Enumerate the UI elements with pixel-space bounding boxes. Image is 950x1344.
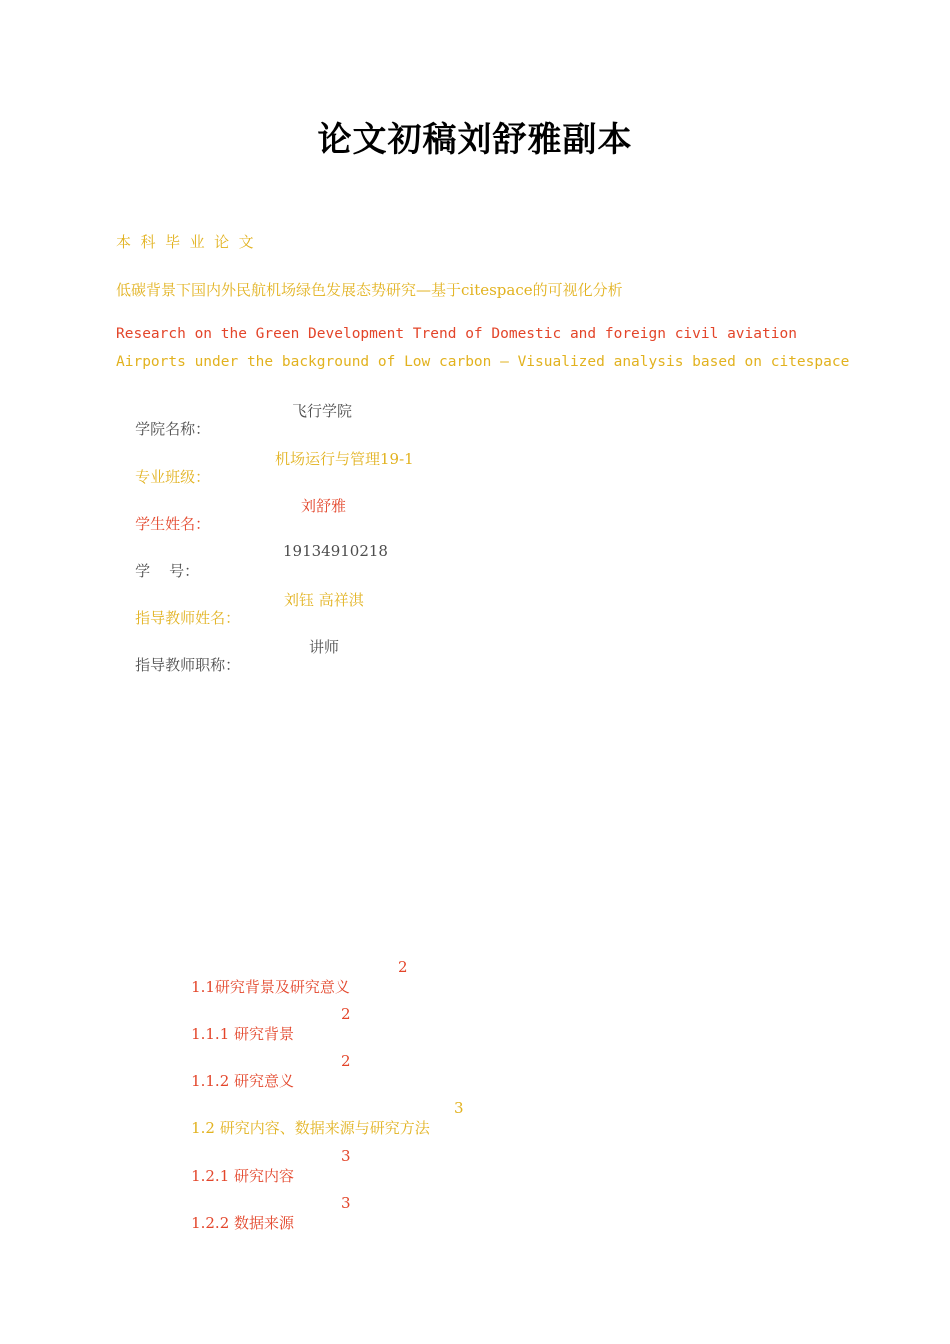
field-value: 讲师 [309,638,340,656]
field-label: 学生姓名： [135,515,211,533]
field-value: 飞行学院 [292,402,353,420]
toc-page-number: 2 [341,1052,351,1070]
toc-entry-text: 1.2.2 数据来源 [191,1214,295,1232]
field-value: 机场运行与管理19-1 [275,450,414,468]
field-advisor-title [116,636,340,711]
toc-entry-text: 1.1.2 研究意义 [191,1072,295,1090]
english-title-line2 [116,354,849,370]
toc-entry[interactable] [172,1194,351,1269]
field-label: 指导教师姓名： [135,609,241,627]
field-value: 19134910218 [283,542,388,560]
page-title: 论文初稿刘舒雅副本 [317,120,633,160]
toc-entry-text: 1.1.1 研究背景 [191,1025,295,1043]
field-label: 专业班级： [135,468,211,486]
thesis-type: 本 科 毕 业 论 文 [116,233,254,251]
english-title-line1: Research on the Green Development Trend of Domestic and foreign civil aviation [116,326,797,342]
toc-page-number: 3 [341,1194,351,1212]
toc-page-number: 3 [341,1147,351,1165]
toc-entry-text: 1.2.1 研究内容 [191,1167,295,1185]
toc-entry-text: 1.2 研究内容、数据来源与研究方法 [191,1119,430,1137]
field-label: 指导教师职称： [135,656,241,674]
field-label: 学院名称： [135,420,211,438]
toc-page-number: 2 [398,958,408,976]
field-value: 刘舒雅 [301,497,347,515]
field-value: 刘钰 高祥淇 [284,591,364,609]
english-title-line2-text: Airports under the background of Low carbon — Visualized analysis based on citespace [116,354,850,370]
toc-page-number: 3 [454,1099,464,1117]
field-label: 学 号： [135,562,200,580]
toc-page-number: 2 [341,1005,351,1023]
toc-entry-text: 1.1研究背景及研究意义 [191,978,350,996]
chinese-title: 低碳背景下国内外民航机场绿色发展态势研究—基于citespace的可视化分析 [116,281,623,299]
